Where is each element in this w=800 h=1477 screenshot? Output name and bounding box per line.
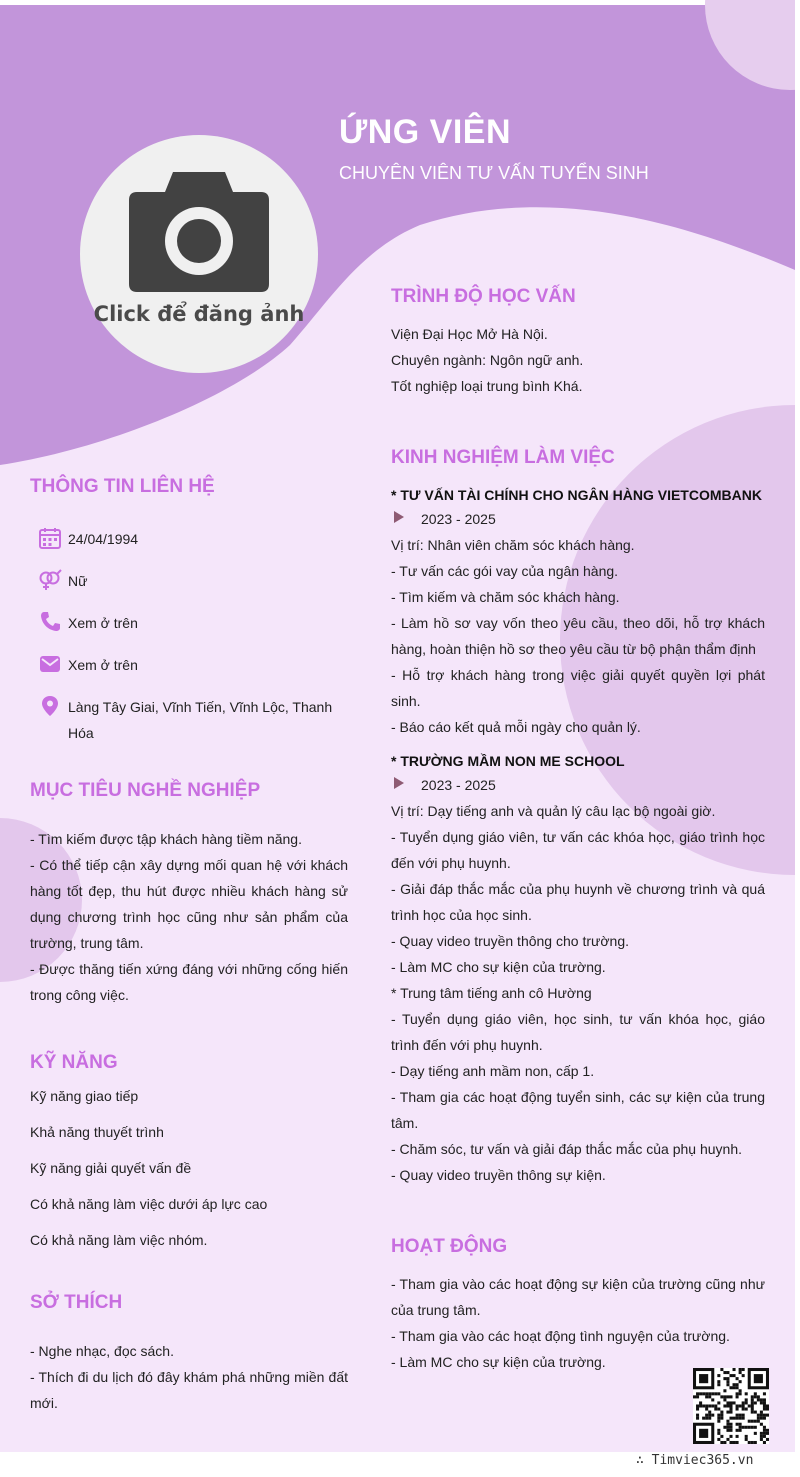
experience-line: - Báo cáo kết quả mỗi ngày cho quản lý. <box>391 719 641 735</box>
experience-line: * Trung tâm tiếng anh cô Hường <box>391 985 592 1001</box>
education-line: Viện Đại Học Mở Hà Nội. <box>391 326 548 342</box>
experience-details <box>391 798 765 1188</box>
hobbies-title: SỞ THÍCH <box>30 1292 123 1313</box>
skill-item: Kỹ năng giao tiếp <box>30 1088 139 1104</box>
objective-line: - Tìm kiếm được tập khách hàng tiềm năng. <box>30 831 302 847</box>
hobbies-text <box>30 1338 348 1416</box>
candidate-name: ỨNG VIÊN <box>339 113 512 151</box>
experience-line: - Giải đáp thắc mắc của phụ huynh về chương trình và quá trình học của học sinh. <box>391 881 765 923</box>
activity-line: - Làm MC cho sự kiện của trường. <box>391 1354 606 1370</box>
job-title: CHUYÊN VIÊN TƯ VẤN TUYỂN SINH <box>339 163 649 183</box>
activity-line: - Tham gia vào các hoạt động sự kiện của trường cũng như của trung tâm. <box>391 1276 765 1318</box>
education-line: Chuyên ngành: Ngôn ngữ anh. <box>391 352 584 368</box>
experience-line: - Tìm kiếm và chăm sóc khách hàng. <box>391 589 620 605</box>
email-value: Xem ở trên <box>68 657 138 673</box>
activity-line: - Tham gia vào các hoạt động tình nguyện của trường. <box>391 1328 730 1344</box>
activities-text <box>391 1271 765 1375</box>
email-icon <box>38 652 62 676</box>
objective-text <box>30 826 348 1008</box>
education-text <box>391 321 765 399</box>
calendar-icon <box>38 526 62 550</box>
skills-title: KỸ NĂNG <box>30 1052 118 1073</box>
experience-item <box>391 484 765 740</box>
experience-line: - Tư vấn các gói vay của ngân hàng. <box>391 563 619 579</box>
contact-phone <box>38 610 338 636</box>
avatar-upload[interactable] <box>80 135 318 373</box>
birthday-value: 24/04/1994 <box>68 531 139 547</box>
experience-company: * TƯ VẤN TÀI CHÍNH CHO NGÂN HÀNG VIETCOMBANK <box>391 487 762 503</box>
skill-item: Có khả năng làm việc nhóm. <box>30 1232 208 1248</box>
experience-line: - Tham gia các hoạt động tuyển sinh, các sự kiện của trung tâm. <box>391 1089 765 1131</box>
objective-line: - Có thể tiếp cận xây dựng mối quan hệ với khách hàng tốt đẹp, thu hút được nhiều khách hàng sử dụng chương trình học cũng như sản phẩm của trường, trung tâm. <box>30 857 348 951</box>
experience-details <box>391 532 765 740</box>
education-title: TRÌNH ĐỘ HỌC VẤN <box>391 286 576 307</box>
qr-code-graphic <box>693 1368 769 1444</box>
gender-value: Nữ <box>68 573 88 589</box>
experience-line: - Hỗ trợ khách hàng trong việc giải quyết quyền lợi phát sinh. <box>391 667 765 709</box>
skills-list <box>30 1083 348 1263</box>
phone-icon <box>38 610 62 634</box>
skill-item: Có khả năng làm việc dưới áp lực cao <box>30 1196 268 1212</box>
contact-address <box>38 694 338 746</box>
education-line: Tốt nghiệp loại trung bình Khá. <box>391 378 583 394</box>
experience-line: - Tuyển dụng giáo viên, tư vấn các khóa học, giáo trình học đến với phụ huynh. <box>391 829 765 871</box>
phone-value: Xem ở trên <box>68 615 138 631</box>
experience-line: Vị trí: Nhân viên chăm sóc khách hàng. <box>391 537 635 553</box>
experience-line: - Làm hồ sơ vay vốn theo yêu cầu, theo dõi, hỗ trợ khách hàng, hoàn thiện hồ sơ theo yêu cầu từ bộ phận thẩm định <box>391 615 765 657</box>
contact-gender <box>38 568 338 594</box>
camera-icon <box>127 170 271 294</box>
objective-line: - Được thăng tiến xứng đáng với những cống hiến trong công việc. <box>30 961 348 1003</box>
experience-line: - Quay video truyền thông sự kiện. <box>391 1167 606 1183</box>
experience-line: Vị trí: Dạy tiếng anh và quản lý câu lạc bộ ngoài giờ. <box>391 803 716 819</box>
experience-line: - Quay video truyền thông cho trường. <box>391 933 630 949</box>
experience-item <box>391 750 765 1188</box>
experience-period: 2023 - 2025 <box>391 772 765 798</box>
skill-item: Kỹ năng giải quyết vấn đề <box>30 1160 192 1176</box>
hobby-line: - Nghe nhạc, đọc sách. <box>30 1343 174 1359</box>
qr-code-icon <box>693 1368 769 1444</box>
hobby-line: - Thích đi du lịch đó đây khám phá những miền đất mới. <box>30 1369 348 1411</box>
skill-item: Khả năng thuyết trình <box>30 1124 164 1140</box>
location-pin-icon <box>38 694 62 718</box>
gender-icon <box>38 568 62 592</box>
experience-line: - Chăm sóc, tư vấn và giải đáp thắc mắc của phụ huynh. <box>391 1141 743 1157</box>
experience-title: KINH NGHIỆM LÀM VIỆC <box>391 447 615 468</box>
experience-period: 2023 - 2025 <box>391 506 765 532</box>
footer-brand: ∴ Timviec365.vn <box>636 1453 754 1468</box>
experience-line: - Dạy tiếng anh mầm non, cấp 1. <box>391 1063 595 1079</box>
experience-line: - Tuyển dụng giáo viên, học sinh, tư vấn khóa học, giáo trình đến với phụ huynh. <box>391 1011 765 1053</box>
avatar-label: Click để đăng ảnh <box>93 302 305 326</box>
experience-company: * TRƯỜNG MẦM NON ME SCHOOL <box>391 753 625 769</box>
objective-title: MỤC TIÊU NGHỀ NGHIỆP <box>30 780 261 801</box>
activities-title: HOẠT ĐỘNG <box>391 1236 508 1257</box>
address-value: Làng Tây Giai, Vĩnh Tiến, Vĩnh Lộc, Thanh Hóa <box>68 699 333 741</box>
contact-email <box>38 652 338 678</box>
experience-line: - Làm MC cho sự kiện của trường. <box>391 959 606 975</box>
contact-title: THÔNG TIN LIÊN HỆ <box>30 476 215 497</box>
contact-birthday <box>38 526 338 552</box>
